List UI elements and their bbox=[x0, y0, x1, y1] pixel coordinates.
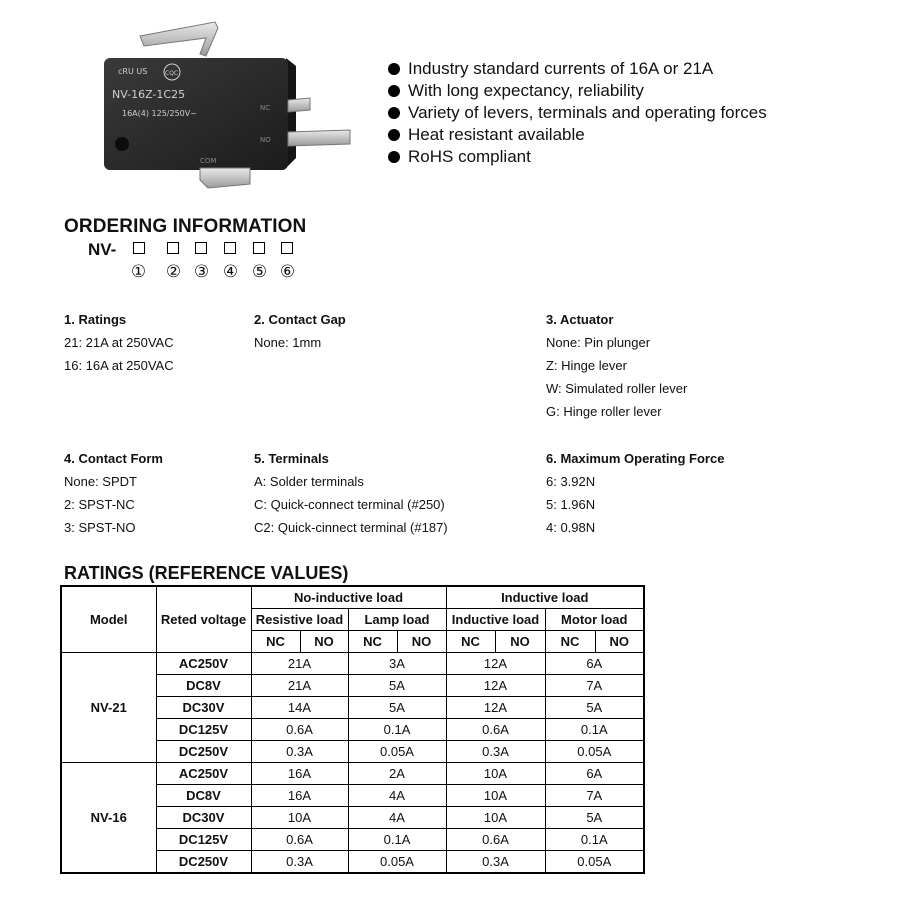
model-cell: NV-16 bbox=[61, 763, 156, 874]
feature-item: With long expectancy, reliability bbox=[388, 80, 767, 102]
switch-model-label: NV-16Z-1C25 bbox=[112, 88, 186, 101]
resistive-cell: 10A bbox=[251, 807, 348, 829]
ratings-title: RATINGS (REFERENCE VALUES) bbox=[64, 563, 349, 583]
code-box-3 bbox=[195, 242, 207, 254]
header-lamp: Lamp load bbox=[348, 609, 446, 631]
code-marker-2: ② bbox=[165, 262, 182, 281]
code-box-5 bbox=[253, 242, 265, 254]
lamp-cell: 2A bbox=[348, 763, 446, 785]
inductive-cell: 12A bbox=[446, 653, 545, 675]
resistive-cell: 0.3A bbox=[251, 851, 348, 874]
section-line: W: Simulated roller lever bbox=[546, 381, 688, 396]
section-heading: 5. Terminals bbox=[254, 451, 329, 466]
header-voltage: Reted voltage bbox=[156, 586, 251, 653]
terminal-nc-label: NC bbox=[260, 104, 271, 112]
ordering-prefix: NV- bbox=[88, 240, 117, 259]
header-nc: NC bbox=[251, 631, 300, 653]
bullet-icon bbox=[388, 63, 400, 75]
voltage-cell: DC250V bbox=[156, 851, 251, 874]
resistive-cell: 21A bbox=[251, 653, 348, 675]
voltage-cell: DC30V bbox=[156, 697, 251, 719]
motor-cell: 5A bbox=[545, 807, 644, 829]
header-inductive-sub: Inductive load bbox=[446, 609, 545, 631]
voltage-cell: DC8V bbox=[156, 675, 251, 697]
motor-cell: 0.1A bbox=[545, 829, 644, 851]
voltage-cell: DC250V bbox=[156, 741, 251, 763]
section-terminals bbox=[254, 450, 448, 542]
cqc-mark: CQC bbox=[165, 70, 179, 77]
header-nc: NC bbox=[545, 631, 595, 653]
section-heading: 6. Maximum Operating Force bbox=[546, 451, 725, 466]
lamp-cell: 5A bbox=[348, 697, 446, 719]
model-cell: NV-21 bbox=[61, 653, 156, 763]
motor-cell: 0.05A bbox=[545, 741, 644, 763]
inductive-cell: 0.3A bbox=[446, 741, 545, 763]
lamp-cell: 0.05A bbox=[348, 741, 446, 763]
section-line: 5: 1.96N bbox=[546, 497, 596, 512]
code-marker-4: ④ bbox=[222, 262, 239, 281]
motor-cell: 7A bbox=[545, 785, 644, 807]
ratings-table bbox=[60, 585, 645, 874]
header-no: NO bbox=[495, 631, 545, 653]
section-line: 3: SPST-NO bbox=[64, 520, 136, 535]
feature-item: Heat resistant available bbox=[388, 124, 767, 146]
feature-item: Industry standard currents of 16A or 21A bbox=[388, 58, 767, 80]
lamp-cell: 5A bbox=[348, 675, 446, 697]
table-row bbox=[61, 763, 644, 785]
table-row bbox=[61, 653, 644, 675]
bullet-icon bbox=[388, 107, 400, 119]
section-line: 16: 16A at 250VAC bbox=[64, 358, 174, 373]
code-box-4 bbox=[224, 242, 236, 254]
voltage-cell: AC250V bbox=[156, 653, 251, 675]
inductive-cell: 0.6A bbox=[446, 719, 545, 741]
bullet-icon bbox=[388, 151, 400, 163]
header-no-inductive: No-inductive load bbox=[251, 586, 446, 609]
inductive-cell: 10A bbox=[446, 807, 545, 829]
resistive-cell: 0.3A bbox=[251, 741, 348, 763]
header-motor: Motor load bbox=[545, 609, 644, 631]
section-heading: 1. Ratings bbox=[64, 312, 127, 327]
code-box-6 bbox=[281, 242, 293, 254]
header-no: NO bbox=[300, 631, 348, 653]
motor-cell: 6A bbox=[545, 653, 644, 675]
section-line: Z: Hinge lever bbox=[546, 358, 627, 373]
code-marker-5: ⑤ bbox=[251, 262, 268, 281]
voltage-cell: DC8V bbox=[156, 785, 251, 807]
section-line: C2: Quick-cinnect terminal (#187) bbox=[254, 520, 448, 535]
code-box-2 bbox=[167, 242, 179, 254]
code-marker-6: ⑥ bbox=[279, 262, 296, 281]
section-line: None: 1mm bbox=[254, 335, 322, 350]
feature-item: RoHS compliant bbox=[388, 146, 767, 168]
motor-cell: 6A bbox=[545, 763, 644, 785]
section-line: A: Solder terminals bbox=[254, 474, 364, 489]
lamp-cell: 3A bbox=[348, 653, 446, 675]
lamp-cell: 4A bbox=[348, 807, 446, 829]
section-line: C: Quick-connect terminal (#250) bbox=[254, 497, 445, 512]
header-no: NO bbox=[397, 631, 446, 653]
section-line: 2: SPST-NC bbox=[64, 497, 135, 512]
ordering-title: ORDERING INFORMATION bbox=[64, 216, 307, 237]
resistive-cell: 14A bbox=[251, 697, 348, 719]
section-actuator bbox=[546, 311, 687, 426]
voltage-cell: AC250V bbox=[156, 763, 251, 785]
section-operating-force bbox=[546, 450, 724, 542]
resistive-cell: 16A bbox=[251, 785, 348, 807]
lamp-cell: 4A bbox=[348, 785, 446, 807]
header-no: NO bbox=[595, 631, 644, 653]
inductive-cell: 12A bbox=[446, 697, 545, 719]
section-heading: 2. Contact Gap bbox=[254, 312, 346, 327]
code-marker-3: ③ bbox=[193, 262, 210, 281]
voltage-cell: DC30V bbox=[156, 807, 251, 829]
inductive-cell: 12A bbox=[446, 675, 545, 697]
bullet-icon bbox=[388, 85, 400, 97]
switch-rating-label: 16A(4) 125/250V~ bbox=[122, 109, 197, 118]
section-contact-gap bbox=[254, 311, 346, 357]
micro-switch-image bbox=[100, 18, 360, 198]
resistive-cell: 21A bbox=[251, 675, 348, 697]
voltage-cell: DC125V bbox=[156, 829, 251, 851]
resistive-cell: 16A bbox=[251, 763, 348, 785]
header-nc: NC bbox=[446, 631, 495, 653]
cert-mark: cRU US bbox=[118, 67, 148, 76]
section-heading: 3. Actuator bbox=[546, 312, 614, 327]
section-line: None: SPDT bbox=[64, 474, 137, 489]
inductive-cell: 10A bbox=[446, 785, 545, 807]
lamp-cell: 0.05A bbox=[348, 851, 446, 874]
header-model: Model bbox=[61, 586, 156, 653]
section-line: 21: 21A at 250VAC bbox=[64, 335, 174, 350]
section-contact-form bbox=[64, 450, 163, 542]
terminal-com-label: COM bbox=[200, 157, 217, 165]
terminal-no-label: NO bbox=[260, 136, 271, 144]
inductive-cell: 0.6A bbox=[446, 829, 545, 851]
header-resistive: Resistive load bbox=[251, 609, 348, 631]
motor-cell: 0.05A bbox=[545, 851, 644, 874]
code-box-1 bbox=[133, 242, 145, 254]
feature-list bbox=[388, 58, 767, 168]
header-nc: NC bbox=[348, 631, 397, 653]
inductive-cell: 10A bbox=[446, 763, 545, 785]
section-ratings bbox=[64, 311, 174, 380]
resistive-cell: 0.6A bbox=[251, 719, 348, 741]
section-heading: 4. Contact Form bbox=[64, 451, 163, 466]
resistive-cell: 0.6A bbox=[251, 829, 348, 851]
header-inductive: Inductive load bbox=[446, 586, 644, 609]
section-line: 6: 3.92N bbox=[546, 474, 596, 489]
motor-cell: 7A bbox=[545, 675, 644, 697]
code-marker-1: ① bbox=[130, 262, 147, 281]
inductive-cell: 0.3A bbox=[446, 851, 545, 874]
feature-item: Variety of levers, terminals and operating forces bbox=[388, 102, 767, 124]
section-line: G: Hinge roller lever bbox=[546, 404, 662, 419]
bullet-icon bbox=[388, 129, 400, 141]
lamp-cell: 0.1A bbox=[348, 719, 446, 741]
section-line: None: Pin plunger bbox=[546, 335, 651, 350]
section-line: 4: 0.98N bbox=[546, 520, 596, 535]
ratings-body bbox=[61, 653, 644, 874]
motor-cell: 0.1A bbox=[545, 719, 644, 741]
motor-cell: 5A bbox=[545, 697, 644, 719]
lamp-cell: 0.1A bbox=[348, 829, 446, 851]
voltage-cell: DC125V bbox=[156, 719, 251, 741]
